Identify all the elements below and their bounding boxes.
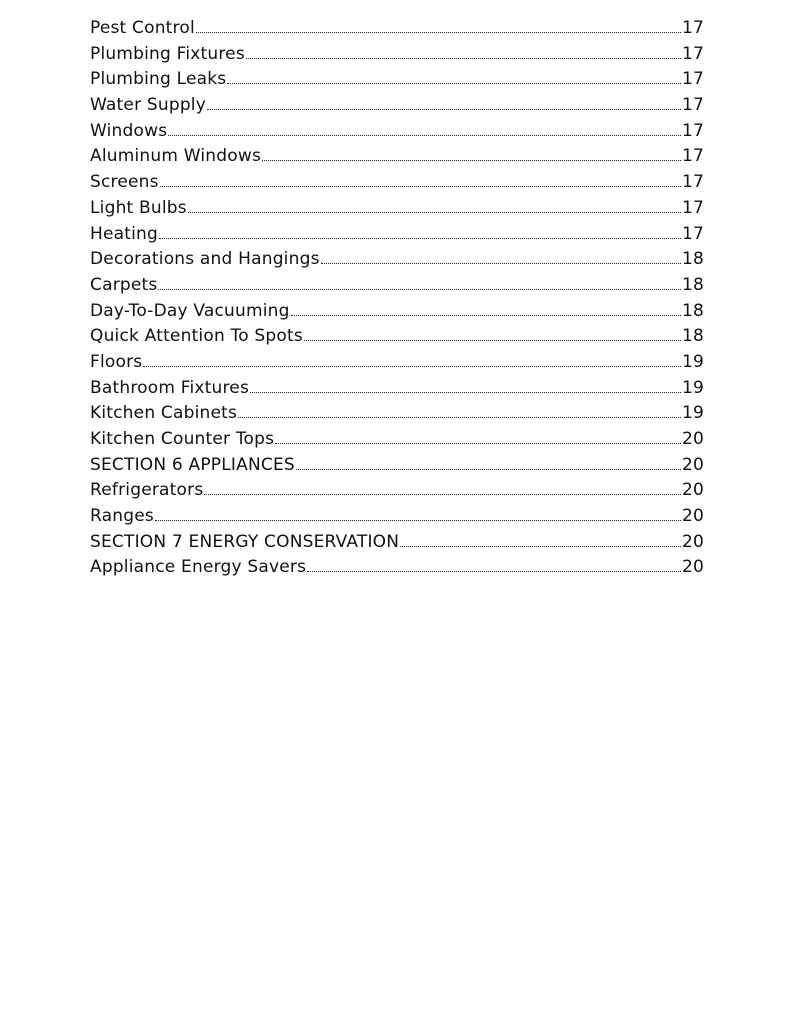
toc-entry xyxy=(90,530,704,556)
dot-leader xyxy=(227,83,681,84)
toc-entry-page-number: 17 xyxy=(681,172,704,193)
dot-leader xyxy=(307,571,681,572)
dot-leader xyxy=(296,469,681,470)
toc-entry xyxy=(90,324,704,350)
toc-entry xyxy=(90,555,704,581)
toc-entry-page-number: 20 xyxy=(681,506,704,527)
toc-entry-page-number: 20 xyxy=(681,429,704,449)
toc-entry-page-number: 18 xyxy=(681,300,704,321)
dot-leader xyxy=(262,160,681,161)
toc-entry-page-number: 20 xyxy=(681,531,704,552)
toc-entry-page-number: 17 xyxy=(681,69,704,90)
toc-entry-page-number: 17 xyxy=(681,223,704,244)
toc-entry-page-number: 19 xyxy=(681,377,704,398)
toc-entry-page-number: 17 xyxy=(681,43,704,64)
toc-entry xyxy=(90,427,704,453)
toc-entry-title: Windows xyxy=(90,120,168,141)
toc-entry-page-number: 17 xyxy=(681,197,704,218)
toc-entry-title: SECTION 7 ENERGY CONSERVATION xyxy=(90,531,400,552)
dot-leader xyxy=(155,520,681,521)
toc-entry-page-number: 17 xyxy=(681,120,704,141)
toc-entry xyxy=(90,376,704,402)
toc-entry xyxy=(90,144,704,170)
toc-entry-title: SECTION 6 APPLIANCES xyxy=(90,454,295,475)
toc-entry-title: Light Bulbs xyxy=(90,197,187,218)
toc-entry-page-number: 17 xyxy=(681,146,704,167)
toc-entry-title: Screens xyxy=(90,172,159,193)
toc-entry-title: Kitchen Cabinets xyxy=(90,403,238,424)
dot-leader xyxy=(196,32,681,33)
dot-leader xyxy=(275,443,681,444)
toc-entry-title: Floors xyxy=(90,351,143,372)
dot-leader xyxy=(143,366,681,367)
toc-entry-title: Bathroom Fixtures xyxy=(90,377,249,398)
toc-entry-title: Quick Attention To Spots xyxy=(90,326,303,347)
toc-entry-page-number: 18 xyxy=(681,249,704,270)
dot-leader xyxy=(250,392,681,393)
toc-entry-page-number: 20 xyxy=(681,480,704,501)
toc-entry xyxy=(90,93,704,119)
dot-leader xyxy=(158,289,681,290)
dot-leader xyxy=(159,238,681,239)
toc-entry xyxy=(90,299,704,325)
toc-entry-page-number: 18 xyxy=(681,274,704,295)
dot-leader xyxy=(188,212,681,213)
toc-entry xyxy=(90,504,704,530)
toc-entry xyxy=(90,16,704,42)
toc-entry-title: Ranges xyxy=(90,506,154,527)
toc-entry-title: Plumbing Leaks xyxy=(90,69,227,90)
toc-entry xyxy=(90,453,704,479)
toc-entry-title: Refrigerators xyxy=(90,480,204,501)
toc-entry-title: Appliance Energy Savers xyxy=(90,557,307,578)
toc-entry xyxy=(90,42,704,68)
toc-entry-title: Kitchen Counter Tops xyxy=(90,429,275,449)
toc-entry-page-number: 17 xyxy=(681,18,704,38)
dot-leader xyxy=(168,135,681,136)
dot-leader xyxy=(238,417,681,418)
toc-entry xyxy=(90,478,704,504)
dot-leader xyxy=(160,186,681,187)
toc-entry-title: Heating xyxy=(90,223,159,244)
toc-entry xyxy=(90,247,704,273)
toc-entry-title: Pest Control xyxy=(90,18,195,38)
dot-leader xyxy=(321,263,681,264)
toc-entry xyxy=(90,196,704,222)
dot-leader xyxy=(204,494,681,495)
toc-entry xyxy=(90,401,704,427)
toc-entry xyxy=(90,170,704,196)
toc-entry-title: Aluminum Windows xyxy=(90,146,262,167)
toc-entry-title: Day-To-Day Vacuuming xyxy=(90,300,290,321)
toc-entry-page-number: 18 xyxy=(681,326,704,347)
toc-entry-title: Decorations and Hangings xyxy=(90,249,320,270)
toc-entry-page-number: 19 xyxy=(681,403,704,424)
toc-entry-page-number: 20 xyxy=(681,557,704,578)
toc-entry-title: Carpets xyxy=(90,274,158,295)
toc-entry xyxy=(90,67,704,93)
toc-entry-page-number: 17 xyxy=(681,95,704,116)
toc-entry xyxy=(90,273,704,299)
dot-leader xyxy=(246,58,681,59)
toc-entry xyxy=(90,222,704,248)
dot-leader xyxy=(304,340,681,341)
toc-entry-title: Plumbing Fixtures xyxy=(90,43,245,64)
toc-entry-title: Water Supply xyxy=(90,95,206,116)
table-of-contents xyxy=(90,16,704,581)
dot-leader xyxy=(400,546,681,547)
toc-entry xyxy=(90,350,704,376)
dot-leader xyxy=(291,315,681,316)
toc-entry-page-number: 19 xyxy=(681,351,704,372)
dot-leader xyxy=(207,109,681,110)
toc-entry-page-number: 20 xyxy=(681,454,704,475)
toc-entry xyxy=(90,119,704,145)
